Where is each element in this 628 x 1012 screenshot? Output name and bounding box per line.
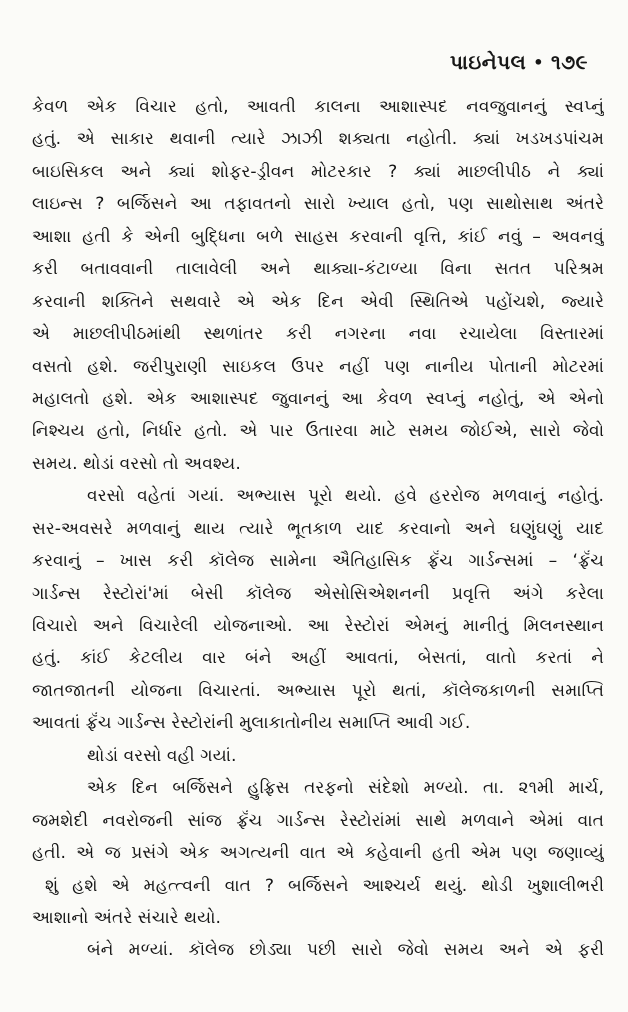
text-line: સર-અવસરે મળવાનું થાય ત્યારે ભૂતકાળ યાદ કરવાનો અને ઘણુંઘણું યાદ xyxy=(32,518,604,539)
text-line: વસતો હશે. જરીપુરાણી સાઇકલ ઉપર નહીં પણ નાનીય પોતાની મોટરમાં xyxy=(32,356,604,377)
text-line: હતું. કાંઈ કેટલીય વાર બંને અહીં આવતાં, બેસતાં, વાતો કરતાં ને xyxy=(32,648,604,669)
text-line: આવતાં ફ્રૅંચ ગાર્ડન્સ રેસ્ટોરાંની મુલાકાતોનીય સમાપ્તિ આવી ગઈ. xyxy=(32,713,471,734)
text-line: બંને મળ્યાં. કૉલેજ છોડ્યા પછી સારો જેવો સમય અને એ ફરી xyxy=(87,940,604,961)
text-line: વરસો વહેતાં ગયાં. અભ્યાસ પૂરો થયો. હવે હરરોજ મળવાનું નહોતું. xyxy=(87,486,604,507)
text-line: કરવાની શક્તિને સથવારે એ એક દિન એવી સ્થિતિએ પહોંચશે, જ્યારે xyxy=(32,291,604,312)
book-title: પાઇનેપલ xyxy=(449,50,527,74)
text-line: શું હશે એ મહત્ત્વની વાત ? બર્જિસને આશ્ચર્ય થયું. થોડી ખુશાલીભરી xyxy=(45,875,604,896)
text-line: મહાલતો હશે. એક આશાસ્પદ જુવાનનું આ કેવળ સ્વપ્નું નહોતું, એ એનો xyxy=(32,388,604,409)
text-line: જાતજાતની યોજના વિચારતાં. અભ્યાસ પૂરો થતાં, કૉલેજકાળની સમાપ્તિ xyxy=(32,680,604,701)
text-line: ગાર્ડન્સ રેસ્ટોરાં'માં બેસી કૉલેજ એસોસિએશનની પ્રવૃત્તિ અંગે કરેલા xyxy=(32,583,604,604)
running-header xyxy=(450,50,588,74)
text-line: આશાનો અંતરે સંચારે થયો. xyxy=(32,907,222,928)
text-line: બાઇસિકલ અને ક્યાં શોફર-ડ્રીવન મોટરકાર ? ક્યાં માછલીપીઠ ને ક્યાં xyxy=(32,161,604,182)
text-line: એક દિન બર્જિસને હુફ્રિસ તરફનો સંદેશો મળ્યો. તા. ૨૧મી માર્ચ, xyxy=(87,778,604,799)
page-number: ૧૭૯ xyxy=(550,50,588,74)
text-line: વિચારો અને વિચારેલી યોજનાઓ. આ રેસ્ટોરાં એમનું માનીતું મિલનસ્થાન xyxy=(32,616,604,636)
text-line: કરી બતાવવાની તાલાવેલી અને થાક્યા-કંટાળ્યા વિના સતત પરિશ્રમ xyxy=(32,259,604,280)
text-line: હતી. એ જ પ્રસંગે એક અગત્યની વાત એ કહેવાની હતી એમ પણ જણાવ્યું xyxy=(32,843,604,864)
text-line: સમય. થોડાં વરસો તો અવશ્ય. xyxy=(32,453,241,474)
text-line: લાઇન્સ ? બર્જિસને આ તફાવતનો સારો ખ્યાલ હતો, પણ સાથોસાથ અંતરે xyxy=(32,194,604,215)
text-line: કરવાનું – ખાસ કરી કૉલેજ સામેના ઐતિહાસિક ફ્રૅંચ ગાર્ડન્સમાં – ‘ફ્રૅંચ xyxy=(32,551,604,572)
text-line: હતું. એ સાકાર થવાની ત્યારે ઝાઝી શક્યતા નહોતી. ક્યાં ખડખડપાંચમ xyxy=(32,129,604,150)
text-line: એ માછલીપીઠમાંથી સ્થળાંતર કરી નગરના નવા રચાયેલા વિસ્તારમાં xyxy=(32,324,604,345)
text-line: કેવળ એક વિચાર હતો, આવતી કાલના આશાસ્પદ નવજુવાનનું સ્વપ્નું xyxy=(32,97,604,117)
text-line: નિશ્ચય હતો, નિર્ધાર હતો. એ પાર ઉતારવા માટે સમય જોઈએ, સારો જેવો xyxy=(32,421,604,442)
text-line: થોડાં વરસો વહી ગયાં. xyxy=(87,745,237,766)
page-body xyxy=(32,91,604,967)
header-separator: • xyxy=(533,52,544,72)
text-line: આશા હતી કે એની બુદ્ધિના બળે સાહસ કરવાની વૃત્તિ, કાંઈ નવું – અવનવું xyxy=(32,226,604,247)
text-line: જમશેદી નવરોજની સાંજ ફ્રૅંચ ગાર્ડન્સ રેસ્ટોરાંમાં સાથે મળવાને એમાં વાત xyxy=(32,810,604,831)
